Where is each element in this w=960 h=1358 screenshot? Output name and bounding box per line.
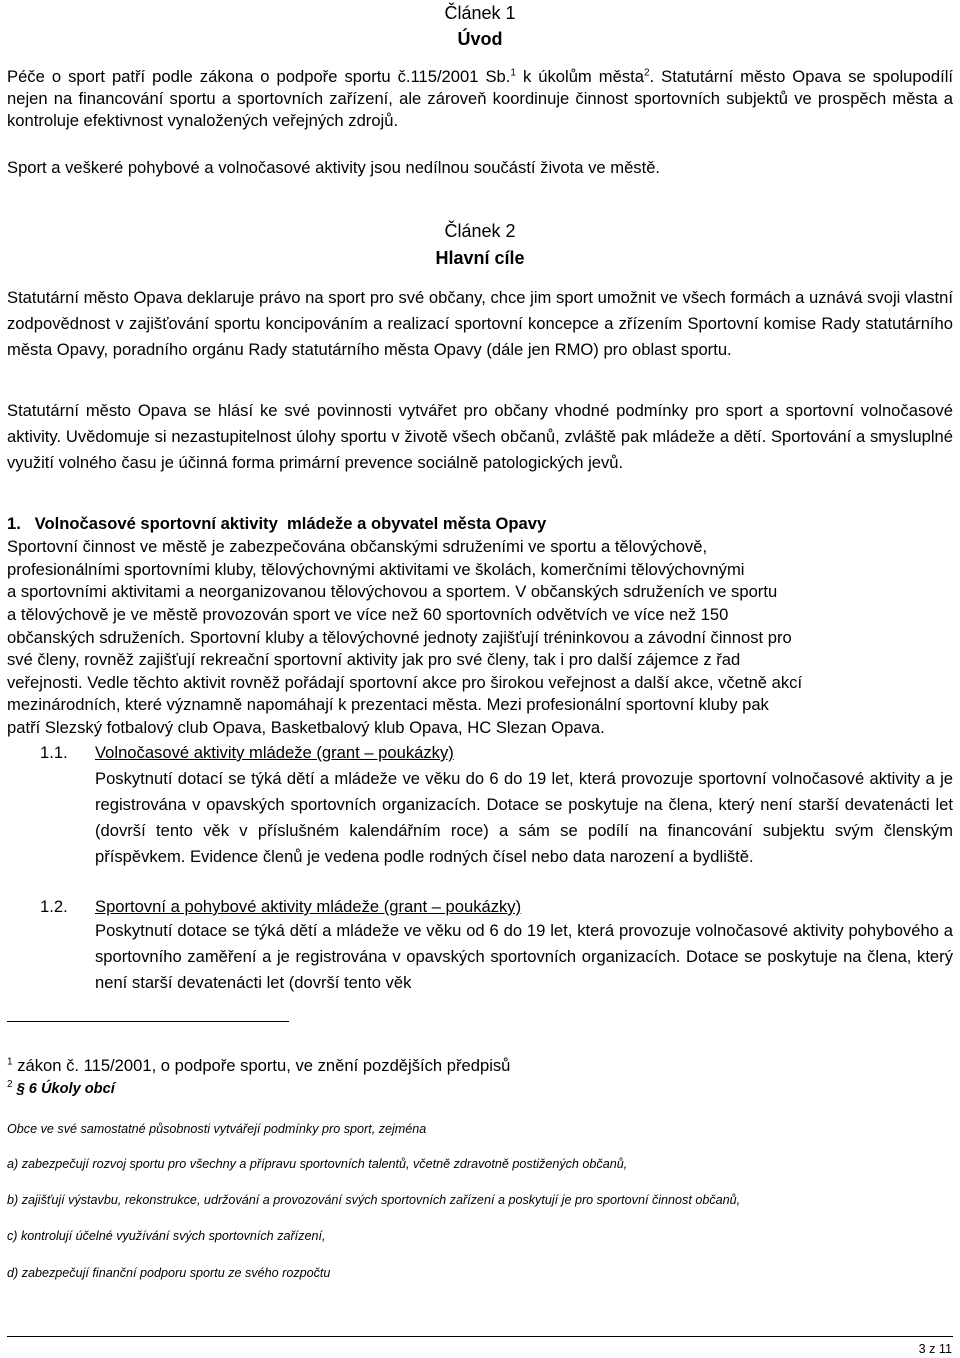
subsection-1-1-text: Poskytnutí dotací se týká dětí a mládeže ve věku do 6 do 19 let, která provozuje sportovní volnočasové aktivity a je registrována v opavských sportovních organizacích. Dotace se poskytuje na člena, který není starší devatenácti let (dovrší tento věk v příslušném kalendářním roce) a sám se podílí na financování subjektu svým členským příspěvkem. Evidence členů je vedena podle rodných čísel nebo data narození a bydliště. [95, 769, 953, 866]
subsection-1-1-number: 1.1. [40, 743, 68, 762]
section-1-line: a tělovýchově je ve městě provozován sport ve více než 60 sportovních odvětvích ve více než 150 [7, 605, 729, 624]
section-1-line: veřejnosti. Vedle těchto aktivit rovněž pořádají sportovní akce pro širokou veřejnost a další akce, včetně akcí [7, 673, 803, 692]
footnote-2-item: b) zajišťují výstavbu, rekonstrukce, udržování a provozování svých sportovních zařízení a poskytují je pro sportovní činnost občanů, [7, 1193, 741, 1207]
text-run: k úkolům města [515, 67, 644, 86]
footnote-2-title: § 6 Úkoly obcí [16, 1081, 115, 1097]
footnote-2-item: a) zabezpečují rozvoj sportu pro všechny a přípravu sportovních talentů, včetně zdravotně postižených občanů, [7, 1157, 628, 1171]
footnote-1 [7, 1055, 510, 1077]
section-1-line: patří Slezský fotbalový club Opava, Basketbalový klub Opava, HC Slezan Opava. [7, 718, 605, 737]
article-2-paragraph-1: Statutární město Opava deklaruje právo na sport pro své občany, chce jim sport umožnit ve všech formách a uznává svoji vlastní zodpovědnost v zajišťování sportu koncipováním a realizací sportovní koncepce a zřízením Sportovní komise Rady statutárního města Opavy, poradního orgánu Rady statutárního města Opavy (dále jen RMO) pro oblast sportu. [7, 288, 953, 359]
section-1-line: Sportovní činnost ve městě je zabezpečována občanskými sdruženími ve sportu a tělovýchově, [7, 537, 708, 556]
article-1-heading: Článek 1 [444, 3, 516, 23]
article-1-paragraph-1 [7, 66, 953, 132]
subsection-1-2-number: 1.2. [40, 897, 68, 916]
footnote-separator [7, 1021, 289, 1022]
subsection-1-1-title: Volnočasové aktivity mládeže (grant – poukázky) [95, 743, 454, 762]
page-number: 3 z 11 [918, 1342, 952, 1356]
subsection-1-2-title: Sportovní a pohybové aktivity mládeže (grant – poukázky) [95, 897, 522, 916]
footnote-1-text: zákon č. 115/2001, o podpoře sportu, ve znění pozdějších předpisů [17, 1056, 511, 1075]
section-1-line: občanských sdruženích. Sportovní kluby a tělovýchovné jednoty zajišťují tréninkovou a závodní činnost pro [7, 628, 792, 647]
footnote-2-item: c) kontrolují účelné využívání svých sportovních zařízení, [7, 1229, 326, 1243]
article-2-paragraph-2: Statutární město Opava se hlásí ke své povinnosti vytvářet pro občany vhodné podmínky pro sport a sportovní volnočasové aktivity. Uvědomuje si nezastupitelnost úlohy sportu v životě všech občanů, zvláště pak mládeže a dětí. Sportování a smysluplné využití volného času je účinná forma primární prevence sociálně patologických jevů. [7, 401, 953, 472]
footnote-ref-2[interactable]: 2 [643, 67, 650, 79]
text-run: . Statutární město Opava se spolupodílí nejen na financování sportu a sportovních zařízení, ale zároveň koordinuje činnost sportovních subjektů ve prospěch města a kontroluje efektivnost vynaložených veřejných zdrojů. [7, 67, 953, 130]
section-1-line: své členy, rovněž zajišťují rekreační sportovní aktivity jak pro své členy, tak i pro další zájemce z řad [7, 650, 741, 669]
footnote-ref-1[interactable]: 1 [510, 67, 516, 79]
footnote-2 [7, 1078, 115, 1100]
article-1-title: Úvod [457, 29, 503, 49]
section-1-line: profesionálními sportovními kluby, tělovýchovnými aktivitami ve školách, komerčními tělovýchovnými [7, 560, 745, 579]
footer-rule [7, 1336, 953, 1337]
footnote-2-item: d) zabezpečují finanční podporu sportu ze svého rozpočtu [7, 1266, 331, 1280]
subsection-1-2-text: Poskytnutí dotace se týká dětí a mládeže ve věku od 6 do 19 let, která provozuje volnočasové aktivity pohybového a sportovního zaměření a je registrována v opavských sportovních organizacích. Dotace se poskytuje na člena, který není starší devatenácti let (dovrší tento věk [95, 921, 953, 992]
footnote-2-mark: 2 [7, 1079, 13, 1091]
article-1-paragraph-2: Sport a veškeré pohybové a volnočasové aktivity jsou nedílnou součástí života ve městě. [7, 158, 661, 177]
text-run: Péče o sport patří podle zákona o podpoře sportu č.115/2001 Sb. [7, 67, 511, 86]
article-2-heading: Článek 2 [444, 221, 516, 241]
footnote-2-intro: Obce ve své samostatné působnosti vytvářejí podmínky pro sport, zejména [7, 1122, 427, 1136]
section-1-line: mezinárodních, které významně napomáhají k prezentaci města. Mezi profesionální sportovní kluby pak [7, 695, 769, 714]
section-1-heading: 1. Volnočasové sportovní aktivity mládeže a obyvatel města Opavy [7, 514, 547, 533]
footnote-1-mark: 1 [7, 1056, 13, 1068]
article-2-title: Hlavní cíle [435, 248, 525, 268]
section-1-line: a sportovními aktivitami a neorganizovanou tělovýchovou a sportem. V občanských sdruženích ve sportu [7, 582, 778, 601]
